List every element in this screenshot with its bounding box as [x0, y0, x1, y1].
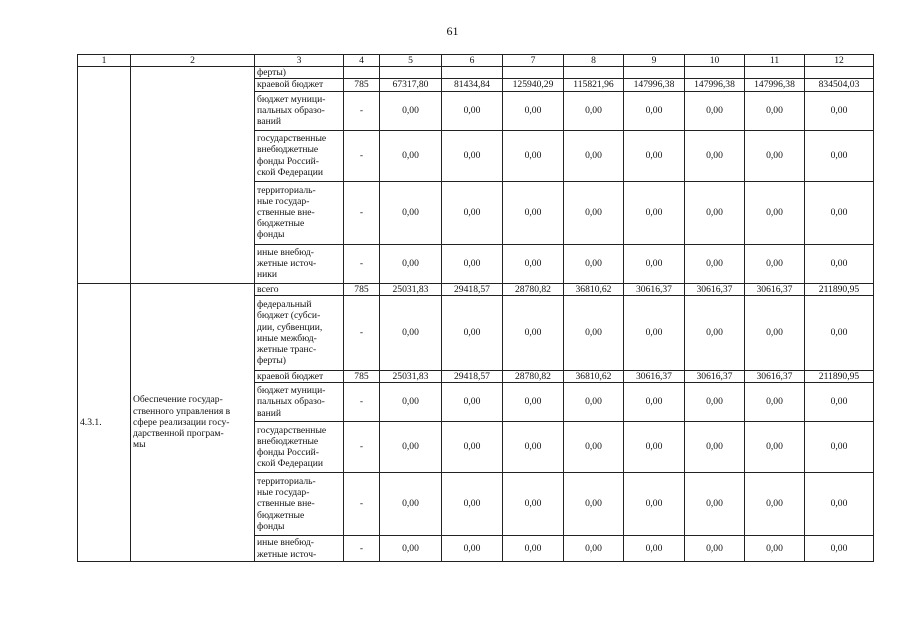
funding-source: государственные внебюджетные фонды Россий- ской Федерации — [255, 130, 344, 181]
row-name-cell: Обеспечение государ- ственного управления в сфере реализации госу- дарственной програм- мы — [131, 283, 255, 561]
row-code-cell — [78, 67, 131, 283]
value-cell: 211890,95 — [805, 283, 874, 295]
row-code-cell: 4.3.1. — [78, 283, 131, 561]
value-cell: 29418,57 — [442, 283, 503, 295]
value-cell: 0,00 — [624, 91, 685, 130]
value-cell: 28780,82 — [503, 370, 564, 382]
column-number: 11 — [745, 55, 805, 67]
value-cell: 0,00 — [380, 181, 442, 244]
value-cell: 0,00 — [503, 181, 564, 244]
funding-source: бюджет муници- пальных образо- ваний — [255, 91, 344, 130]
admin-code: - — [344, 295, 380, 370]
value-cell: 0,00 — [564, 473, 624, 536]
value-cell: 0,00 — [380, 244, 442, 283]
value-cell: 0,00 — [503, 383, 564, 422]
funding-source: краевой бюджет — [255, 79, 344, 91]
value-cell: 0,00 — [624, 181, 685, 244]
value-cell: 81434,84 — [442, 79, 503, 91]
value-cell: 147996,38 — [624, 79, 685, 91]
value-cell: 30616,37 — [745, 283, 805, 295]
value-cell: 0,00 — [805, 473, 874, 536]
column-number: 3 — [255, 55, 344, 67]
column-number: 6 — [442, 55, 503, 67]
admin-code: - — [344, 130, 380, 181]
value-cell: 0,00 — [745, 181, 805, 244]
admin-code: 785 — [344, 370, 380, 382]
value-cell: 0,00 — [685, 181, 745, 244]
value-cell: 0,00 — [805, 295, 874, 370]
value-cell: 0,00 — [624, 473, 685, 536]
value-cell: 0,00 — [564, 130, 624, 181]
value-cell: 0,00 — [745, 91, 805, 130]
value-cell: 0,00 — [564, 383, 624, 422]
value-cell: 25031,83 — [380, 283, 442, 295]
value-cell: 0,00 — [685, 295, 745, 370]
value-cell: 0,00 — [624, 383, 685, 422]
value-cell: 0,00 — [564, 91, 624, 130]
value-cell: 30616,37 — [685, 370, 745, 382]
value-cell: 0,00 — [805, 422, 874, 473]
admin-code: - — [344, 91, 380, 130]
value-cell: 0,00 — [624, 244, 685, 283]
admin-code: - — [344, 244, 380, 283]
value-cell: 0,00 — [564, 422, 624, 473]
value-cell: 0,00 — [745, 422, 805, 473]
value-cell: 0,00 — [564, 181, 624, 244]
value-cell: 0,00 — [805, 181, 874, 244]
value-cell: 67317,80 — [380, 79, 442, 91]
column-number: 9 — [624, 55, 685, 67]
funding-source: всего — [255, 283, 344, 295]
value-cell: 0,00 — [624, 130, 685, 181]
value-cell: 0,00 — [380, 422, 442, 473]
value-cell: 0,00 — [442, 181, 503, 244]
value-cell: 0,00 — [685, 422, 745, 473]
value-cell: 0,00 — [503, 473, 564, 536]
value-cell: 25031,83 — [380, 370, 442, 382]
value-cell: 0,00 — [442, 130, 503, 181]
value-cell: 0,00 — [380, 130, 442, 181]
value-cell: 0,00 — [442, 295, 503, 370]
funding-source: территориаль- ные государ- ственные вне- бюджетные фонды — [255, 473, 344, 536]
value-cell: 0,00 — [805, 244, 874, 283]
value-cell: 0,00 — [503, 91, 564, 130]
value-cell: 0,00 — [380, 473, 442, 536]
value-cell: 0,00 — [442, 244, 503, 283]
column-number-row — [78, 55, 874, 67]
value-cell: 0,00 — [685, 91, 745, 130]
value-cell: 147996,38 — [685, 79, 745, 91]
value-cell: 211890,95 — [805, 370, 874, 382]
value-cell: 0,00 — [624, 422, 685, 473]
admin-code: - — [344, 383, 380, 422]
value-cell: 0,00 — [745, 244, 805, 283]
funding-source: государственные внебюджетные фонды Россий- ской Федерации — [255, 422, 344, 473]
value-cell: 0,00 — [685, 130, 745, 181]
value-cell: 0,00 — [564, 295, 624, 370]
value-cell: 115821,96 — [564, 79, 624, 91]
funding-source: территориаль- ные государ- ственные вне- бюджетные фонды — [255, 181, 344, 244]
value-cell: 0,00 — [805, 383, 874, 422]
value-cell: 30616,37 — [745, 370, 805, 382]
value-cell: 0,00 — [503, 422, 564, 473]
column-number: 1 — [78, 55, 131, 67]
value-cell: 0,00 — [685, 244, 745, 283]
value-cell: 0,00 — [745, 130, 805, 181]
value-cell: 0,00 — [564, 244, 624, 283]
funding-source: ферты) — [255, 67, 344, 79]
value-cell: 36810,62 — [564, 283, 624, 295]
admin-code: - — [344, 473, 380, 536]
value-cell: 0,00 — [624, 295, 685, 370]
value-cell: 0,00 — [380, 91, 442, 130]
admin-code: - — [344, 536, 380, 562]
value-cell: 0,00 — [745, 383, 805, 422]
admin-code: 785 — [344, 283, 380, 295]
value-cell: 36810,62 — [564, 370, 624, 382]
value-cell: 147996,38 — [745, 79, 805, 91]
admin-code: - — [344, 422, 380, 473]
funding-source: иные внебюд- жетные источ- ники — [255, 244, 344, 283]
value-cell: 0,00 — [380, 536, 442, 562]
value-cell: 0,00 — [442, 473, 503, 536]
column-number: 12 — [805, 55, 874, 67]
value-cell: 0,00 — [442, 91, 503, 130]
column-number: 5 — [380, 55, 442, 67]
funding-source: бюджет муници- пальных образо- ваний — [255, 383, 344, 422]
value-cell: 30616,37 — [624, 283, 685, 295]
column-number: 2 — [131, 55, 255, 67]
funding-source: федеральный бюджет (субси- дии, субвенции, иные межбюд- жетные транс- ферты) — [255, 295, 344, 370]
value-cell: 0,00 — [380, 295, 442, 370]
value-cell: 0,00 — [805, 91, 874, 130]
value-cell: 29418,57 — [442, 370, 503, 382]
column-number: 8 — [564, 55, 624, 67]
value-cell: 30616,37 — [624, 370, 685, 382]
value-cell: 0,00 — [685, 383, 745, 422]
budget-table — [77, 54, 874, 562]
table-row — [78, 283, 874, 295]
row-name-cell — [131, 67, 255, 283]
value-cell: 0,00 — [685, 473, 745, 536]
value-cell: 0,00 — [503, 295, 564, 370]
value-cell: 0,00 — [745, 473, 805, 536]
value-cell: 0,00 — [442, 536, 503, 562]
value-cell: 0,00 — [503, 536, 564, 562]
value-cell: 0,00 — [564, 536, 624, 562]
admin-code: - — [344, 181, 380, 244]
value-cell: 0,00 — [805, 130, 874, 181]
value-cell: 30616,37 — [685, 283, 745, 295]
funding-source: иные внебюд- жетные источ- — [255, 536, 344, 562]
value-cell: 0,00 — [805, 536, 874, 562]
value-cell: 0,00 — [745, 295, 805, 370]
column-number: 7 — [503, 55, 564, 67]
admin-code: 785 — [344, 79, 380, 91]
funding-source: краевой бюджет — [255, 370, 344, 382]
table-row — [78, 67, 874, 79]
value-cell: 0,00 — [503, 244, 564, 283]
value-cell: 834504,03 — [805, 79, 874, 91]
page-number: 61 — [446, 24, 459, 38]
value-cell: 0,00 — [380, 383, 442, 422]
value-cell: 28780,82 — [503, 283, 564, 295]
value-cell: 125940,29 — [503, 79, 564, 91]
column-number: 10 — [685, 55, 745, 67]
value-cell: 0,00 — [442, 422, 503, 473]
value-cell: 0,00 — [442, 383, 503, 422]
column-number: 4 — [344, 55, 380, 67]
value-cell: 0,00 — [745, 536, 805, 562]
value-cell: 0,00 — [685, 536, 745, 562]
value-cell: 0,00 — [624, 536, 685, 562]
value-cell: 0,00 — [503, 130, 564, 181]
